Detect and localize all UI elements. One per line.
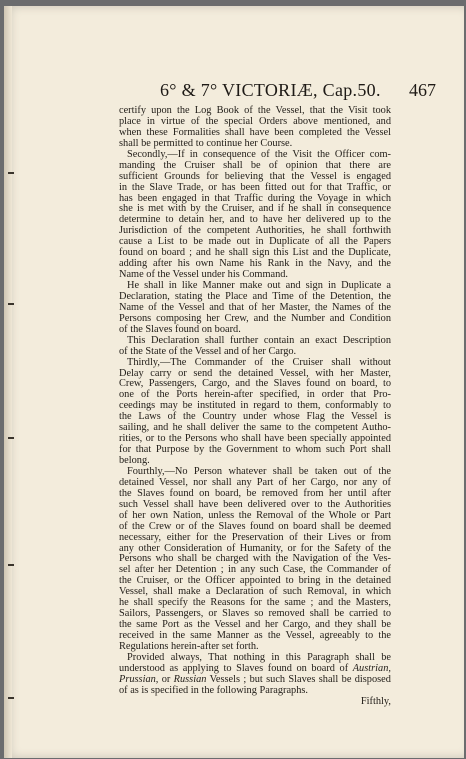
text-line: any other Consideration of Humanity, or for the Safety of the — [119, 542, 391, 554]
text-line: she is met with by the Cruiser, and if he shall in consequence — [119, 203, 391, 215]
text-line: Sailors, Passengers, or Slaves so removed shall be carried to — [119, 608, 391, 620]
text-line: the Cruiser, or the Officer appointed to bring in the detained — [119, 575, 391, 587]
text-line: manding the Cruiser shall be of opinion that there are — [119, 159, 391, 171]
text-line: the Slaves found on board, be removed from her until after — [119, 487, 391, 499]
text-line: Fifthly, — [360, 695, 391, 707]
text-line: understood as applying to Slaves found on board of Austrian, — [119, 662, 391, 674]
text-line: Regulations herein-after set forth. — [119, 640, 259, 652]
text-line: certify upon the Log Book of the Vessel, that the Visit took — [119, 105, 391, 116]
text-line: ceedings may be instituted in regard to them, conformably to — [119, 400, 391, 412]
text-line: shall be permitted to continue her Course. — [119, 137, 293, 149]
text-line: the same Port as the Vessel and her Cargo, and they shall be — [119, 619, 391, 631]
text-line: Secondly,—If in consequence of the Visit the Officer com- — [127, 148, 391, 160]
margin-mark — [8, 303, 14, 305]
text-line: Prussian, or Russian Vessels ; but such Slaves shall be disposed — [119, 673, 391, 685]
text-line: cause a List to be made out in Duplicate of all the Papers — [119, 236, 391, 248]
text-line: Vessel, shall make a Declaration of such Removal, in which — [119, 586, 391, 598]
text-line: for that Purpose by the Government to whom such Port shall — [119, 444, 391, 456]
text-line: Thirdly,—The Commander of the Cruiser shall without — [127, 356, 391, 368]
text-line: adding after his own Name his Rank in the Navy, and the — [119, 258, 391, 270]
text-line: detained Vessel, nor shall any Part of her Cargo, nor any of — [119, 476, 391, 488]
text-line: Name of the Vessel under his Command. — [119, 269, 289, 281]
text-line: sel after her Detention ; in any such Case, the Commander of — [119, 564, 391, 576]
margin-mark — [8, 172, 14, 174]
text-line: received in the same Manner as the Vessel, agreeably to the — [119, 630, 391, 641]
text-line: Jurisdiction of the competent Authorities, he shall forthwith — [119, 225, 391, 237]
text-line: of as is specified in the following Paragraphs. — [119, 684, 309, 696]
text-line: found on board ; and he shall sign this List and the Duplicate, — [119, 247, 391, 259]
text-line: Crew, Passengers, Cargo, and the Slaves found on board, to — [119, 378, 391, 390]
text-line: Persons who shall be charged with the Navigation of the Ves- — [119, 553, 391, 565]
text-line: place in virtue of the special Orders above mentioned, and — [119, 115, 391, 127]
text-line: Provided always, That nothing in this Paragraph shall be — [127, 651, 391, 663]
statute-title: 6° & 7° VICTORIÆ, Cap.50. — [160, 80, 381, 100]
text-line: sufficient Grounds for believing that the Vessel is engaged — [119, 170, 391, 182]
text-line: of her own Nation, unless the Removal of the Whole or Part — [119, 509, 391, 521]
margin-mark — [8, 437, 14, 439]
text-line: sailing, and he shall deliver the same to the competent Autho- — [119, 422, 391, 434]
text-line: of the Crew or of the Slaves found on board shall be deemed — [119, 520, 391, 532]
text-line: Fourthly,—No Person whatever shall be taken out of the — [127, 465, 391, 477]
text-line: belong. — [119, 455, 150, 466]
page-number: 467 — [409, 80, 436, 100]
margin-mark — [8, 697, 14, 699]
text-line: This Declaration shall further contain an exact Description — [127, 334, 391, 346]
text-line: Persons composing her Crew, and the Number and Condition — [119, 312, 391, 324]
text-line: has been engaged in that Traffic during the Voyage in which — [119, 192, 391, 204]
margin-mark — [8, 564, 14, 566]
document-page — [4, 6, 464, 758]
text-line: Declaration, stating the Place and Time of the Detention, the — [119, 290, 391, 302]
text-line: the Laws of the Country under whose Flag the Vessel is — [119, 411, 391, 423]
text-line: of the Slaves found on board. — [119, 323, 241, 335]
text-line: rities, or to the Persons who shall have been specially appointed — [119, 433, 391, 445]
text-line: one of the Ports herein-after specified, in order that Pro- — [119, 389, 391, 401]
text-line: in the Slave Trade, or has been fitted out for that Traffic, or — [119, 181, 391, 193]
text-line: of the State of the Vessel and of her Cargo. — [119, 345, 297, 357]
running-header — [40, 80, 436, 100]
text-line: He shall in like Manner make out and sign in Duplicate a — [127, 280, 391, 291]
text-line: he shall specify the Reasons for the same ; and the Masters, — [119, 597, 391, 609]
text-line: Name of the Vessel and that of her Master, the Names of the — [119, 301, 391, 313]
text-line: Delay carry or send the detained Vessel, with her Master, — [119, 367, 391, 379]
text-line: necessary, either for the Preservation of their Lives or from — [119, 531, 391, 543]
body-text — [119, 106, 391, 708]
text-line: such Vessel shall have been delivered over to the Authorities — [119, 498, 391, 510]
text-line: determine to detain her, and to have her delivered up to the — [119, 214, 391, 226]
text-line: when these Formalities shall have been completed the Vessel — [119, 126, 391, 138]
page-binding-edge — [4, 6, 12, 758]
